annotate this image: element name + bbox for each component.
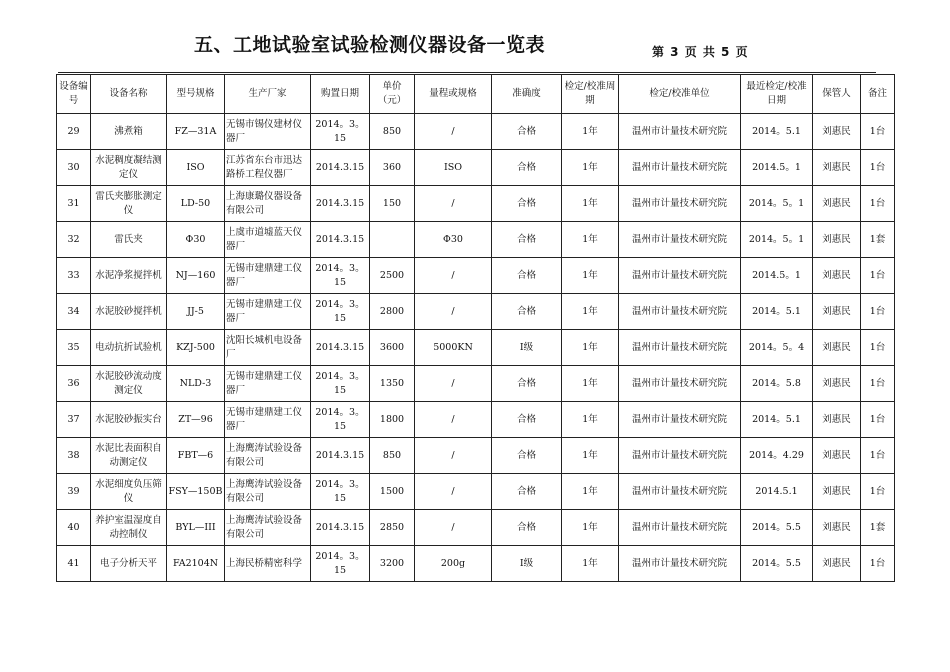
model-spec-cell: BYL—III — [167, 510, 225, 546]
calibration-unit-cell: 温州市计量技术研究院 — [619, 150, 741, 186]
device-id-cell: 36 — [57, 366, 91, 402]
manufacturer-cell: 无锡市建鼎建工仪器厂 — [225, 366, 311, 402]
calibration-period-cell: 1年 — [562, 438, 619, 474]
device-id-cell: 33 — [57, 258, 91, 294]
device-id-cell: 30 — [57, 150, 91, 186]
col-header: 最近检定/校准日期 — [741, 75, 813, 114]
custodian-cell: 刘惠民 — [813, 258, 861, 294]
calibration-unit-cell: 温州市计量技术研究院 — [619, 438, 741, 474]
model-spec-cell: ISO — [167, 150, 225, 186]
table-row — [57, 294, 895, 330]
custodian-cell: 刘惠民 — [813, 294, 861, 330]
device-name-cell: 水泥细度负压筛仪 — [91, 474, 167, 510]
manufacturer-cell: 无锡市建鼎建工仪器厂 — [225, 402, 311, 438]
calibration-unit-cell: 温州市计量技术研究院 — [619, 294, 741, 330]
col-header: 设备名称 — [91, 75, 167, 114]
manufacturer-cell: 上虞市道墟蓝天仪器厂 — [225, 222, 311, 258]
device-name-cell: 雷氏夹膨胀测定仪 — [91, 186, 167, 222]
manufacturer-cell: 上海鹰涛试验设备有限公司 — [225, 438, 311, 474]
unit-price-cell: 360 — [370, 150, 415, 186]
calibration-period-cell: 1年 — [562, 402, 619, 438]
custodian-cell: 刘惠民 — [813, 438, 861, 474]
model-spec-cell: LD-50 — [167, 186, 225, 222]
unit-price-cell: 2850 — [370, 510, 415, 546]
col-header: 型号规格 — [167, 75, 225, 114]
calibration-unit-cell: 温州市计量技术研究院 — [619, 222, 741, 258]
purchase-date-cell: 2014。3。15 — [311, 114, 370, 150]
last-calibration-date-cell: 2014。5.1 — [741, 114, 813, 150]
calibration-period-cell: 1年 — [562, 330, 619, 366]
purchase-date-cell: 2014。3。15 — [311, 294, 370, 330]
device-id-cell: 32 — [57, 222, 91, 258]
custodian-cell: 刘惠民 — [813, 186, 861, 222]
col-header: 设备编号 — [57, 75, 91, 114]
remark-cell: 1台 — [861, 546, 895, 582]
title-rule — [58, 72, 876, 73]
calibration-unit-cell: 温州市计量技术研究院 — [619, 114, 741, 150]
last-calibration-date-cell: 2014。5.5 — [741, 510, 813, 546]
table-row — [57, 258, 895, 294]
remark-cell: 1台 — [861, 294, 895, 330]
equipment-table — [56, 74, 895, 582]
calibration-period-cell: 1年 — [562, 546, 619, 582]
manufacturer-cell: 上海鹰涛试验设备有限公司 — [225, 510, 311, 546]
col-header: 检定/校准单位 — [619, 75, 741, 114]
last-calibration-date-cell: 2014.5。1 — [741, 258, 813, 294]
unit-price-cell: 2800 — [370, 294, 415, 330]
custodian-cell: 刘惠民 — [813, 222, 861, 258]
range-spec-cell: ISO — [415, 150, 492, 186]
last-calibration-date-cell: 2014。5。1 — [741, 186, 813, 222]
custodian-cell: 刘惠民 — [813, 474, 861, 510]
calibration-period-cell: 1年 — [562, 114, 619, 150]
calibration-unit-cell: 温州市计量技术研究院 — [619, 510, 741, 546]
model-spec-cell: Φ30 — [167, 222, 225, 258]
calibration-unit-cell: 温州市计量技术研究院 — [619, 402, 741, 438]
custodian-cell: 刘惠民 — [813, 330, 861, 366]
model-spec-cell: KZJ-500 — [167, 330, 225, 366]
device-name-cell: 沸煮箱 — [91, 114, 167, 150]
accuracy-cell: 合格 — [492, 150, 562, 186]
page-indicator: 第 3 页 共 5 页 — [652, 45, 749, 59]
model-spec-cell: FA2104N — [167, 546, 225, 582]
calibration-period-cell: 1年 — [562, 366, 619, 402]
model-spec-cell: FZ—31A — [167, 114, 225, 150]
device-id-cell: 35 — [57, 330, 91, 366]
calibration-period-cell: 1年 — [562, 150, 619, 186]
range-spec-cell: / — [415, 510, 492, 546]
custodian-cell: 刘惠民 — [813, 546, 861, 582]
device-id-cell: 38 — [57, 438, 91, 474]
model-spec-cell: NLD-3 — [167, 366, 225, 402]
table-row — [57, 474, 895, 510]
calibration-period-cell: 1年 — [562, 474, 619, 510]
table-row — [57, 402, 895, 438]
purchase-date-cell: 2014.3.15 — [311, 330, 370, 366]
calibration-period-cell: 1年 — [562, 258, 619, 294]
purchase-date-cell: 2014.3.15 — [311, 510, 370, 546]
device-name-cell: 电子分析天平 — [91, 546, 167, 582]
manufacturer-cell: 江苏省东台市迅达路桥工程仪器厂 — [225, 150, 311, 186]
unit-price-cell: 1500 — [370, 474, 415, 510]
remark-cell: 1台 — [861, 258, 895, 294]
table-row — [57, 114, 895, 150]
table-row — [57, 186, 895, 222]
remark-cell: 1台 — [861, 330, 895, 366]
device-name-cell: 养护室温湿度自动控制仪 — [91, 510, 167, 546]
remark-cell: 1台 — [861, 474, 895, 510]
manufacturer-cell: 上海鹰涛试验设备有限公司 — [225, 474, 311, 510]
last-calibration-date-cell: 2014。5。1 — [741, 222, 813, 258]
last-calibration-date-cell: 2014。5.8 — [741, 366, 813, 402]
col-header: 量程或规格 — [415, 75, 492, 114]
device-name-cell: 水泥胶砂搅拌机 — [91, 294, 167, 330]
range-spec-cell: / — [415, 366, 492, 402]
device-id-cell: 37 — [57, 402, 91, 438]
model-spec-cell: FBT—6 — [167, 438, 225, 474]
range-spec-cell: Φ30 — [415, 222, 492, 258]
last-calibration-date-cell: 2014。5.1 — [741, 294, 813, 330]
model-spec-cell: NJ—160 — [167, 258, 225, 294]
purchase-date-cell: 2014。3。15 — [311, 402, 370, 438]
manufacturer-cell: 无锡市建鼎建工仪器厂 — [225, 258, 311, 294]
manufacturer-cell: 沈阳长城机电设备厂 — [225, 330, 311, 366]
calibration-unit-cell: 温州市计量技术研究院 — [619, 474, 741, 510]
unit-price-cell — [370, 222, 415, 258]
table-row — [57, 546, 895, 582]
range-spec-cell: 200g — [415, 546, 492, 582]
custodian-cell: 刘惠民 — [813, 114, 861, 150]
purchase-date-cell: 2014.3.15 — [311, 150, 370, 186]
device-name-cell: 电动抗折试验机 — [91, 330, 167, 366]
accuracy-cell: 合格 — [492, 258, 562, 294]
calibration-unit-cell: 温州市计量技术研究院 — [619, 186, 741, 222]
range-spec-cell: / — [415, 474, 492, 510]
device-name-cell: 水泥比表面积自动测定仪 — [91, 438, 167, 474]
remark-cell: 1套 — [861, 222, 895, 258]
header-row — [57, 75, 895, 114]
calibration-unit-cell: 温州市计量技术研究院 — [619, 546, 741, 582]
remark-cell: 1台 — [861, 366, 895, 402]
last-calibration-date-cell: 2014。4.29 — [741, 438, 813, 474]
remark-cell: 1台 — [861, 402, 895, 438]
accuracy-cell: 合格 — [492, 510, 562, 546]
device-id-cell: 29 — [57, 114, 91, 150]
col-header: 单价（元） — [370, 75, 415, 114]
range-spec-cell: / — [415, 258, 492, 294]
remark-cell: 1台 — [861, 438, 895, 474]
purchase-date-cell: 2014。3。15 — [311, 366, 370, 402]
unit-price-cell: 150 — [370, 186, 415, 222]
range-spec-cell: / — [415, 294, 492, 330]
model-spec-cell: ZT—96 — [167, 402, 225, 438]
unit-price-cell: 3600 — [370, 330, 415, 366]
last-calibration-date-cell: 2014.5.1 — [741, 474, 813, 510]
purchase-date-cell: 2014.3.15 — [311, 222, 370, 258]
col-header: 准确度 — [492, 75, 562, 114]
range-spec-cell: / — [415, 186, 492, 222]
accuracy-cell: 合格 — [492, 294, 562, 330]
unit-price-cell: 1350 — [370, 366, 415, 402]
last-calibration-date-cell: 2014。5.5 — [741, 546, 813, 582]
page-title: 五、工地试验室试验检测仪器设备一览表 — [194, 34, 546, 56]
remark-cell: 1台 — [861, 114, 895, 150]
calibration-period-cell: 1年 — [562, 510, 619, 546]
col-header: 保管人 — [813, 75, 861, 114]
accuracy-cell: 合格 — [492, 402, 562, 438]
accuracy-cell: 合格 — [492, 186, 562, 222]
remark-cell: 1套 — [861, 510, 895, 546]
last-calibration-date-cell: 2014.5。1 — [741, 150, 813, 186]
custodian-cell: 刘惠民 — [813, 150, 861, 186]
accuracy-cell: Ⅰ级 — [492, 546, 562, 582]
custodian-cell: 刘惠民 — [813, 402, 861, 438]
device-id-cell: 34 — [57, 294, 91, 330]
range-spec-cell: / — [415, 402, 492, 438]
purchase-date-cell: 2014.3.15 — [311, 186, 370, 222]
device-name-cell: 水泥稠度凝结测定仪 — [91, 150, 167, 186]
manufacturer-cell: 上海民桥精密科学 — [225, 546, 311, 582]
unit-price-cell: 3200 — [370, 546, 415, 582]
model-spec-cell: JJ-5 — [167, 294, 225, 330]
unit-price-cell: 850 — [370, 438, 415, 474]
last-calibration-date-cell: 2014。5.1 — [741, 402, 813, 438]
table-row — [57, 510, 895, 546]
device-name-cell: 水泥胶砂振实台 — [91, 402, 167, 438]
table-row — [57, 150, 895, 186]
calibration-unit-cell: 温州市计量技术研究院 — [619, 258, 741, 294]
table-row — [57, 438, 895, 474]
purchase-date-cell: 2014。3。15 — [311, 474, 370, 510]
purchase-date-cell: 2014.3.15 — [311, 438, 370, 474]
purchase-date-cell: 2014。3。15 — [311, 546, 370, 582]
calibration-period-cell: 1年 — [562, 294, 619, 330]
calibration-period-cell: 1年 — [562, 222, 619, 258]
accuracy-cell: 合格 — [492, 222, 562, 258]
table-row — [57, 330, 895, 366]
col-header: 生产厂家 — [225, 75, 311, 114]
accuracy-cell: 合格 — [492, 366, 562, 402]
remark-cell: 1台 — [861, 186, 895, 222]
range-spec-cell: / — [415, 114, 492, 150]
device-name-cell: 水泥净浆搅拌机 — [91, 258, 167, 294]
col-header: 检定/校准周期 — [562, 75, 619, 114]
device-id-cell: 41 — [57, 546, 91, 582]
col-header: 备注 — [861, 75, 895, 114]
device-id-cell: 31 — [57, 186, 91, 222]
purchase-date-cell: 2014。3。15 — [311, 258, 370, 294]
device-id-cell: 39 — [57, 474, 91, 510]
col-header: 购置日期 — [311, 75, 370, 114]
remark-cell: 1台 — [861, 150, 895, 186]
manufacturer-cell: 无锡市锡仪建材仪器厂 — [225, 114, 311, 150]
table-row — [57, 366, 895, 402]
unit-price-cell: 850 — [370, 114, 415, 150]
last-calibration-date-cell: 2014。5。4 — [741, 330, 813, 366]
table-row — [57, 222, 895, 258]
accuracy-cell: Ⅰ级 — [492, 330, 562, 366]
device-name-cell: 水泥胶砂流动度测定仪 — [91, 366, 167, 402]
manufacturer-cell: 无锡市建鼎建工仪器厂 — [225, 294, 311, 330]
accuracy-cell: 合格 — [492, 474, 562, 510]
device-name-cell: 雷氏夹 — [91, 222, 167, 258]
unit-price-cell: 2500 — [370, 258, 415, 294]
range-spec-cell: 5000KN — [415, 330, 492, 366]
custodian-cell: 刘惠民 — [813, 510, 861, 546]
custodian-cell: 刘惠民 — [813, 366, 861, 402]
model-spec-cell: FSY—150B — [167, 474, 225, 510]
range-spec-cell: / — [415, 438, 492, 474]
calibration-unit-cell: 温州市计量技术研究院 — [619, 330, 741, 366]
manufacturer-cell: 上海康璐仪器设备有限公司 — [225, 186, 311, 222]
accuracy-cell: 合格 — [492, 114, 562, 150]
unit-price-cell: 1800 — [370, 402, 415, 438]
accuracy-cell: 合格 — [492, 438, 562, 474]
device-id-cell: 40 — [57, 510, 91, 546]
calibration-unit-cell: 温州市计量技术研究院 — [619, 366, 741, 402]
calibration-period-cell: 1年 — [562, 186, 619, 222]
